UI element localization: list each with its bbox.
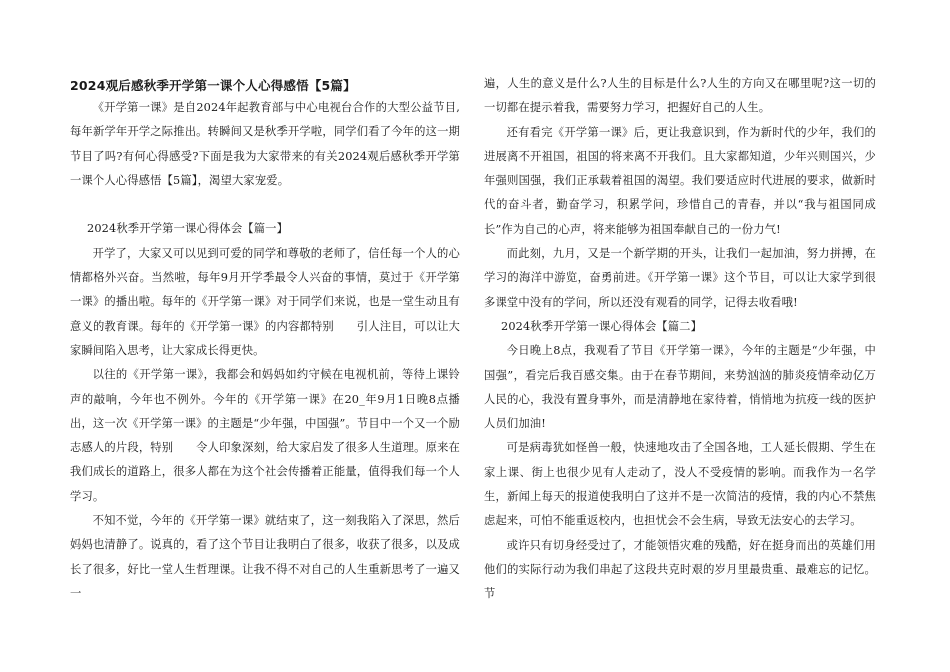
body-paragraph: 可是病毒犹如怪兽一般，快速地攻击了全国各地，工人延长假期、学生在家上课、街上也很少见有人走动了，没人不受疫情的影响。而我作为一名学生，新闻上每天的报道使我明白了这并不是一次简洁的疫情，我的内心不禁焦虑起来，可怕不能重返校内，也担忧会不会生病，导致无法安心的去学习。	[484, 441, 876, 528]
body-paragraph: 开学了，大家又可以见到可爱的同学和尊敬的老师了，信任每一个人的心情都格外兴奋。当然啦，每年9月开学季最令人兴奋的事情，莫过于《开学第一课》的播出啦。每年的《开学第一课》对于同学们来说，也是一堂生动且有意义的教育课。每年的《开学第一课》的内容都特别 引人注目，可以让大家瞬间陷入思考，让大家成长得更快。	[70, 246, 460, 357]
body-paragraph: 不知不觉，今年的《开学第一课》就结束了，这一刻我陷入了深思，然后妈妈也清静了。说真的，看了这个节目让我明白了很多，收获了很多，以及成长了很多，好比一堂人生哲理课。让我不得不对自己的人生重新思考了一遍又一	[70, 514, 460, 600]
paragraph-spacer	[70, 193, 460, 217]
body-paragraph: 而此刻，九月，又是一个新学期的开头，让我们一起加油，努力拼搏，在学习的海洋中游览，奋勇前进。《开学第一课》这个节目，可以让大家学到很多课堂中没有的学问，所以还没有观看的同学，记得去收看哦!	[484, 247, 876, 309]
section-heading-2: 2024秋季开学第一课心得体会【篇二】	[501, 319, 703, 333]
body-paragraph-continued: 遍，人生的意义是什么?人生的目标是什么?人生的方向又在哪里呢?这一切的一切都在提示着我，需要努力学习，把握好自己的人生。	[484, 77, 876, 115]
body-paragraph: 或许只有切身经受过了，才能领悟灾难的残酷，好在挺身而出的英雄们用他们的实际行动为我们串起了这段共克时艰的岁月里最贵重、最难忘的记忆。节	[484, 538, 876, 601]
section-heading-1: 2024秋季开学第一课心得体会【篇一】	[87, 222, 289, 236]
left-column	[70, 96, 460, 606]
body-paragraph: 还有看完《开学第一课》后，更让我意识到，作为新时代的少年，我们的进展离不开祖国，祖国的将来离不开我们。且大家都知道，少年兴则国兴，少年强则国强，我们正承载着祖国的渴望。我们要适应时代进展的要求，做新时代的奋斗者，勤奋学习，积累学问，珍惜自己的青春，并以“我与祖国同成长”作为自己的心声，将来能够为祖国奉献自己的一份力气!	[484, 125, 876, 236]
right-column	[484, 72, 876, 607]
document-title: 2024观后感秋季开学第一课个人心得感悟【5篇】	[70, 78, 356, 93]
intro-paragraph: 《开学第一课》是自2024年起教育部与中心电视台合作的大型公益节目,每年新学年开学之际推出。转瞬间又是秋季开学啦，同学们看了今年的这一期节目了吗?有何心得感受?下面是我为大家带来的有关2024观后感秋季开学第一课个人心得感悟【5篇】，渴望大家宠爱。	[70, 101, 460, 187]
body-paragraph: 以往的《开学第一课》，我都会和妈妈如约守候在电视机前，等待上课铃声的敲响，今年也不例外。今年的《开学第一课》在20_年9月1日晚8点播出，这一次《开学第一课》的主题是“少年强，中国强”。节目中一个又一个励志感人的片段，特别 令人印象深刻，给大家启发了很多人生道理。原来在我们成长的道路上，很多人都在为这个社会传播着正能量，值得我们每一个人学习。	[70, 368, 460, 503]
body-paragraph: 今日晚上8点，我观看了节目《开学第一课》，今年的主题是“少年强，中国强”，看完后我百感交集。由于在春节期间，来势汹汹的肺炎疫情牵动亿万人民的心，我没有置身事外，而是清静地在家待着，悄悄地为抗疫一线的医护人员们加油!	[484, 344, 876, 431]
